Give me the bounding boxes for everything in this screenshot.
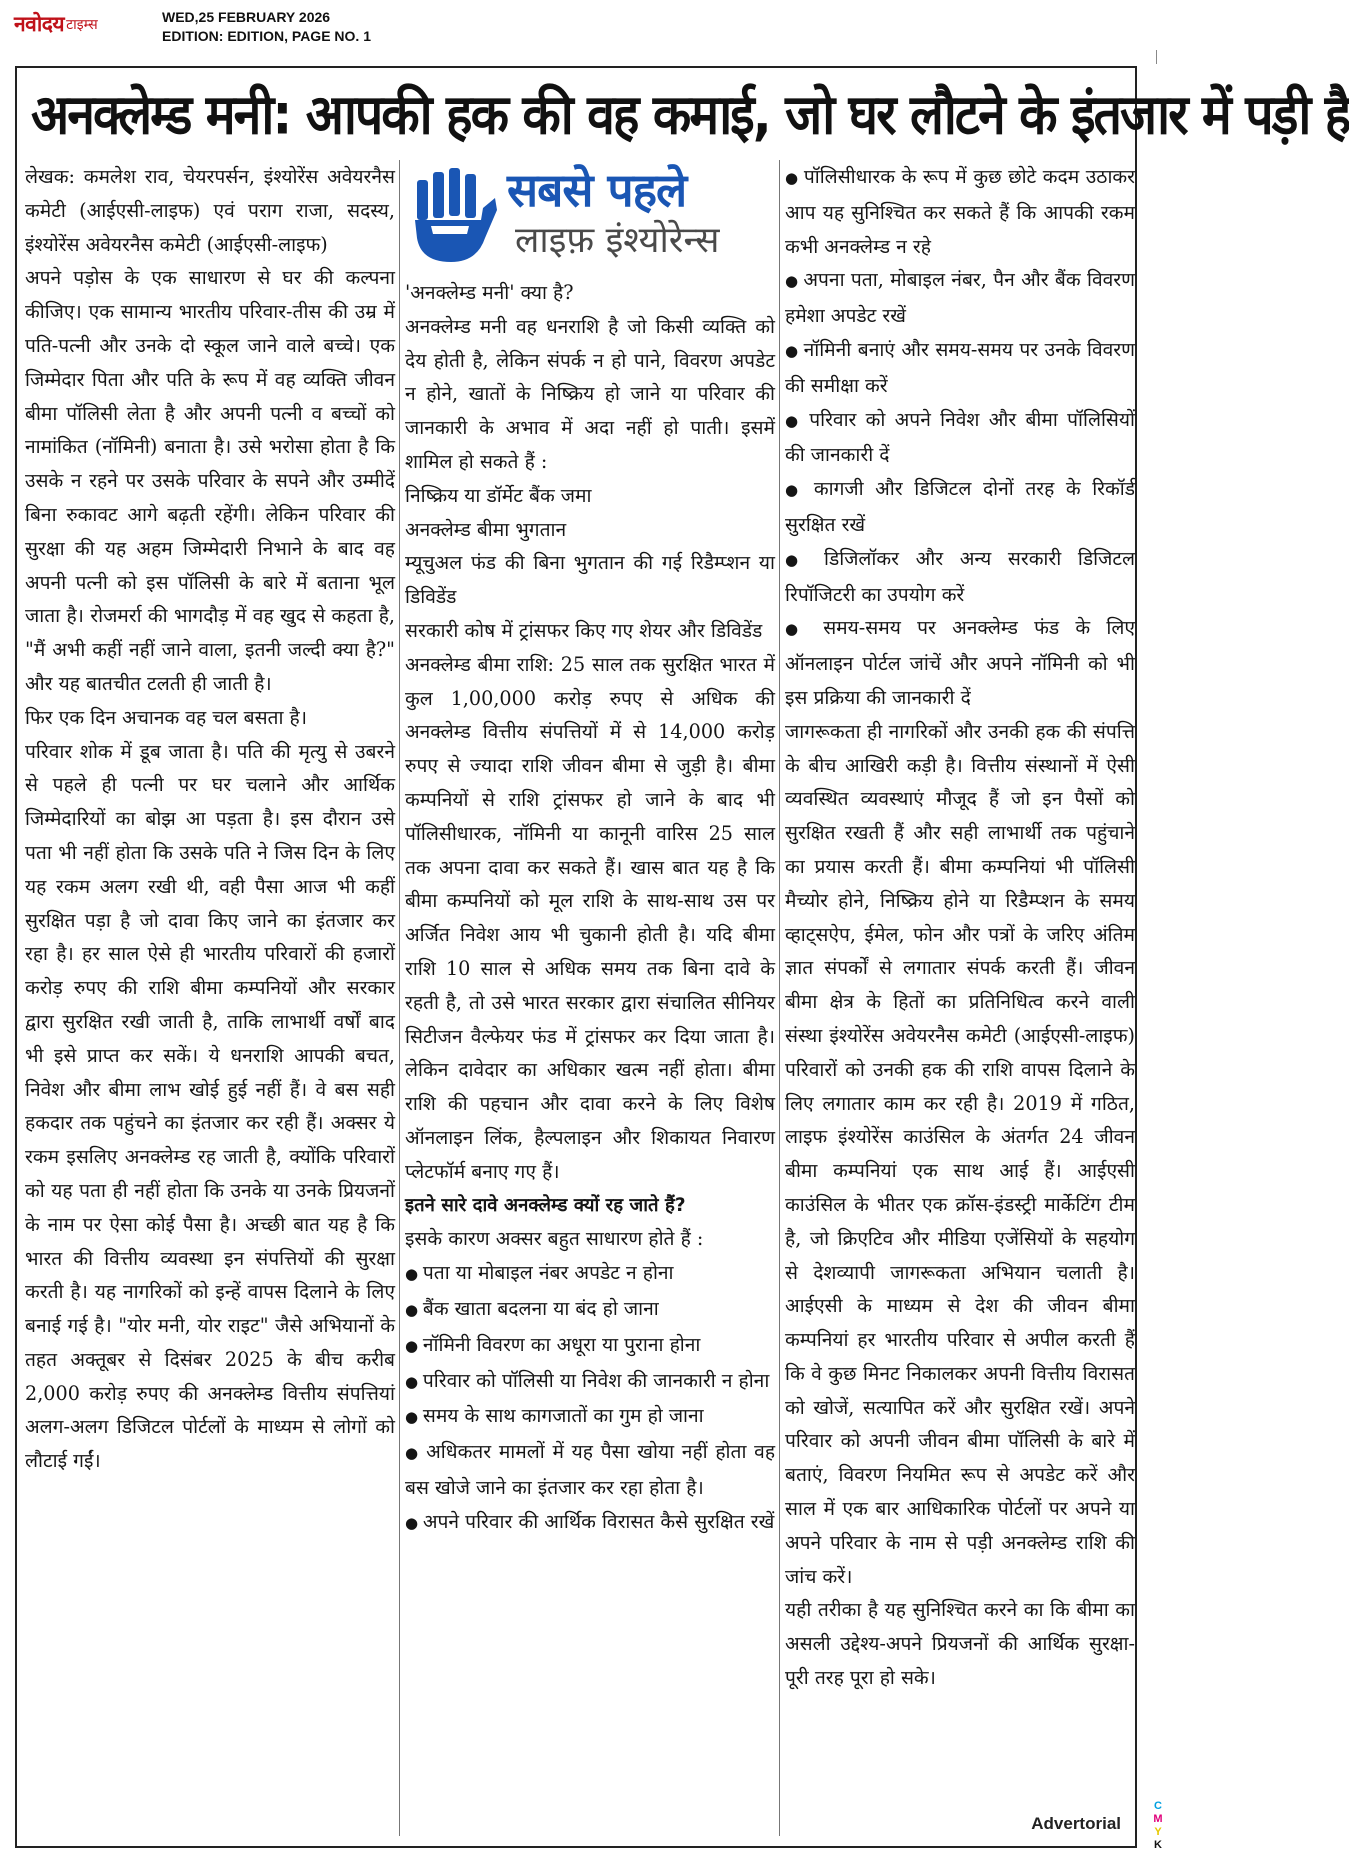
paragraph: इसके कारण अक्सर बहुत साधारण होते हैं : [405, 1227, 704, 1251]
cmyk-y: Y [1154, 1826, 1162, 1838]
paragraph: यही तरीका है यह सुनिश्चित करने का कि बीमा का असली उद्देश्य-अपने प्रियजनों की आर्थिक सुरक्षा-पूरी तरह पूरा हो सके। [785, 1598, 1135, 1690]
cmyk-print-mark [1150, 1800, 1166, 1852]
raised-hand-icon [411, 168, 499, 264]
brand-name: लाइफ़ इंश्योरेन्स [515, 220, 720, 261]
article-headline: अनक्लेम्ड मनी: आपकी हक की वह कमाई, जो घर लौटने के इंतजार में पड़ी है [31, 82, 1349, 147]
registration-mark [1156, 50, 1157, 64]
life-insurance-brand [403, 160, 775, 270]
list-item: अनक्लेम्ड बीमा भुगतान [405, 517, 567, 541]
paragraph: परिवार शोक में डूब जाता है। पति की मृत्यु से उबरने से पहले ही पत्नी पर घर चलाने और आर्थिक जिम्मेदारियों का बोझ आ पड़ता है। इस दौरान उसे पता भी नहीं होता कि उसके पति ने जिस दिन के लिए यह रकम अलग रखी थी, वही पैसा आज भी कहीं सुरक्षित पड़ा है जो दावा किए जाने का इंतजार कर रहा है। हर साल ऐसे ही भारतीय परिवारों की हजारों करोड़ रुपए की राशि बीमा कम्पनियों और सरकार द्वारा सुरक्षित रखी जाती है, ताकि लाभार्थी वर्षों बाद भी इसे प्राप्त कर सकें। ये धनराशि आपकी बचत, निवेश और बीमा लाभ खोई हुई नहीं हैं। वे बस सही हकदार तक पहुंचने का इंतजार कर रही हैं। अक्सर ये रकम इसलिए अनक्लेम्ड रह जाती है, क्योंकि परिवारों को यह पता ही नहीं होता कि उनके या उनके प्रियजनों के नाम पर ऐसा कोई पैसा है। अच्छी बात यह है कि भारत की वित्तीय व्यवस्था इन संपत्तियों की सुरक्षा करती है। यह नागरिकों को इन्हें वापस दिलाने के लिए बनाई गई है। "योर मनी, योर राइट" जैसे अभियानों के तहत अक्तूबर से दिसंबर 2025 के बीच करीब 2,000 करोड़ रुपए की अनक्लेम्ड वित्तीय संपत्तियां अलग-अलग डिजिटल पोर्टलों के माध्यम से लोगों को लौटाई गईं। [25, 739, 395, 1473]
list-item: निष्क्रिय या डॉर्मेट बैंक जमा [405, 483, 592, 507]
paragraph: अनक्लेम्ड बीमा राशि: 25 साल तक सुरक्षित भारत में कुल 1,00,000 करोड़ रुपए से अधिक की अनक्लेम्ड वित्तीय संपत्तियों में से 14,000 करोड़ रुपए से ज्यादा राशि जीवन बीमा से जुड़ी है। बीमा कम्पनियों से राशि ट्रांसफर हो जाने के बाद भी पॉलिसीधारक, नॉमिनी या कानूनी वारिस 25 साल तक अपना दावा कर सकते हैं। खास बात यह है कि बीमा कम्पनियों को मूल राशि के साथ-साथ उस पर अर्जित निवेश आय भी चुकानी होती है। यदि बीमा राशि 10 साल से अधिक समय तक बिना दावे के रहती है, तो उसे भारत सरकार द्वारा संचालित सीनियर सिटीजन वैल्फेयर फंड में ट्रांसफर कर दिया जाता है। लेकिन दावेदार का अधिकार खत्म नहीं होता। बीमा राशि की पहचान और दावा करने के लिए विशेष ऑनलाइन लिंक, हैल्पलाइन और शिकायत निवारण प्लेटफॉर्म बनाए गए हैं। [405, 652, 775, 1183]
advertorial-label: Advertorial [1031, 1814, 1121, 1833]
article-column-3 [785, 160, 1135, 1815]
tip-item: ● समय-समय पर अनक्लेम्ड फंड के लिए ऑनलाइन पोर्टल जांचें और अपने नॉमिनी को भी इस प्रक्रिया की जानकारी दें [785, 611, 1135, 714]
reason-item: ● नॉमिनी विवरण का अधूरा या पुराना होना [405, 1328, 775, 1364]
list-item: म्यूचुअल फंड की बिना भुगतान की गई रिडैम्प्शन या डिविडेंड [405, 551, 775, 609]
paragraph: फिर एक दिन अचानक वह चल बसता है। [25, 705, 307, 729]
cmyk-m: M [1153, 1813, 1163, 1825]
edition-info [162, 8, 371, 46]
tip-item: ● कागजी और डिजिटल दोनों तरह के रिकॉर्ड सुरक्षित रखें [785, 472, 1135, 542]
article-frame [15, 66, 1349, 1848]
column-divider [779, 160, 780, 1836]
tip-item: ● परिवार को अपने निवेश और बीमा पॉलिसियों की जानकारी दें [785, 403, 1135, 473]
newspaper-logo [14, 10, 98, 38]
reason-item: ● समय के साथ कागजातों का गुम हो जाना [405, 1399, 775, 1435]
cmyk-c: C [1154, 1800, 1162, 1812]
article-column-1 [25, 160, 395, 1840]
article-column-2 [405, 276, 775, 1846]
reason-item: ● अपने परिवार की आर्थिक विरासत कैसे सुरक्षित रखें [405, 1505, 775, 1541]
list-item: सरकारी कोष में ट्रांसफर किए गए शेयर और डिविडेंड [405, 618, 763, 642]
logo-main: नवोदय [14, 12, 65, 36]
tip-item: ● अपना पता, मोबाइल नंबर, पैन और बैंक विवरण हमेशा अपडेट रखें [785, 263, 1135, 333]
reason-item: ● अधिकतर मामलों में यह पैसा खोया नहीं होता वह बस खोजे जाने का इंतजार कर रहा होता है। [405, 1435, 775, 1505]
paragraph: जागरूकता ही नागरिकों और उनकी हक की संपत्ति के बीच आखिरी कड़ी है। वित्तीय संस्थानों में ऐसी व्यवस्थित व्यवस्थाएं मौजूद हैं जो इन पैसों को सुरक्षित रखती हैं और सही लाभार्थी तक पहुंचाने का प्रयास करती हैं। बीमा कम्पनियां भी पॉलिसी मैच्योर होने, निष्क्रिय होने या रिडैम्प्शन के समय व्हाट्सऐप, ईमेल, फोन और पत्रों के जरिए अंतिम ज्ञात संपर्कों से लगातार संपर्क करती हैं। जीवन बीमा क्षेत्र के हितों का प्रतिनिधित्व करने वाली संस्था इंश्योरेंस अवेयरनैस कमेटी (आईएसी-लाइफ) परिवारों को उनकी हक की राशि वापस दिलाने के लिए लगातार काम कर रही है। 2019 में गठित, लाइफ इंश्योरेंस काउंसिल के अंतर्गत 24 जीवन बीमा कम्पनियां एक साथ आई हैं। आईएसी काउंसिल के भीतर एक क्रॉस-इंडस्ट्री मार्केटिंग टीम है, जो क्रिएटिव और मीडिया एजेंसियों के सहयोग से देशव्यापी जागरूकता अभियान चलाती है। आईएसी के माध्यम से देश की जीवन बीमा कम्पनियां हर भारतीय परिवार से अपील करती हैं कि वे कुछ मिनट निकालकर अपनी वित्तीय विरासत को खोजें, सत्यापित करें और सुरक्षित रखें। अपने परिवार को अपनी जीवन बीमा पॉलिसी के बारे में बताएं, विवरण नियमित रूप से अपडेट करें और साल में एक बार आधिकारिक पोर्टलों पर अपने या अपने परिवार के नाम से पड़ी अनक्लेम्ड राशि की जांच करें। [785, 719, 1135, 1588]
paragraph: अपने पड़ोस के एक साधारण से घर की कल्पना कीजिए। एक सामान्य भारतीय परिवार-तीस की उम्र में पति-पत्नी और उनके दो स्कूल जाने वाले बच्चे। एक जिम्मेदार पिता और पति के रूप में वह व्यक्ति जीवन बीमा पॉलिसी लेता है और अपनी पत्नी व बच्चों को नामांकित (नॉमिनी) बनाता है। उसे भरोसा होता है कि उसके न रहने पर उसके परिवार के सपने और उम्मीदें बिना रुकावट आगे बढ़ती रहेंगी। लेकिन परिवार की सुरक्षा की यह अहम जिम्मेदारी निभाने के बाद वह अपनी पत्नी को इस पॉलिसी के बारे में बताना भूल जाता है। रोजमर्रा की भागदौड़ में वह खुद से कहता है, "मैं अभी कहीं नहीं जाने वाला, इतनी जल्दी क्या है?" और यह बातचीत टलती ही जाती है। [25, 266, 395, 695]
reason-item: ● बैंक खाता बदलना या बंद हो जाना [405, 1292, 775, 1328]
section-question: 'अनक्लेम्ड मनी' क्या है? [405, 281, 574, 304]
tip-item: ● डिजिलॉकर और अन्य सरकारी डिजिटल रिपॉजिटरी का उपयोग करें [785, 542, 1135, 612]
reason-item: ● परिवार को पॉलिसी या निवेश की जानकारी न होना [405, 1364, 775, 1400]
brand-tagline: सबसे पहले [507, 163, 687, 217]
section-heading: इतने सारे दावे अनक्लेम्ड क्यों रह जाते हैं? [405, 1194, 686, 1216]
paragraph: अनक्लेम्ड मनी वह धनराशि है जो किसी व्यक्ति को देय होती है, लेकिन संपर्क न हो पाने, विवरण अपडेट न होने, खातों के निष्क्रिय हो जाने या परिवार की जानकारी के अभाव में अदा नहीं हो पाती। इसमें शामिल हो सकते हैं : [405, 314, 775, 473]
tip-item: ● पॉलिसीधारक के रूप में कुछ छोटे कदम उठाकर आप यह सुनिश्चित कर सकते हैं कि आपकी रकम कभी अनक्लेम्ड न रहे [785, 160, 1135, 263]
tip-item: ● नॉमिनी बनाएं और समय-समय पर उनके विवरण की समीक्षा करें [785, 333, 1135, 403]
cmyk-k: K [1154, 1839, 1162, 1851]
edition-date: WED,25 FEBRUARY 2026 [162, 9, 331, 25]
column-divider [399, 160, 400, 1836]
edition-page: EDITION: EDITION, PAGE NO. 1 [162, 28, 371, 44]
edition-header [0, 0, 1173, 50]
logo-sub: टाइम्स [66, 16, 98, 33]
author-byline: लेखक: कमलेश राव, चेयरपर्सन, इंश्योरेंस अवेयरनैस कमेटी (आईएसी-लाइफ) एवं पराग राजा, सदस्य, इंश्योरेंस अवेयरनैस कमेटी (आईएसी-लाइफ) [25, 165, 395, 256]
reason-item: ● पता या मोबाइल नंबर अपडेट न होना [405, 1256, 775, 1292]
